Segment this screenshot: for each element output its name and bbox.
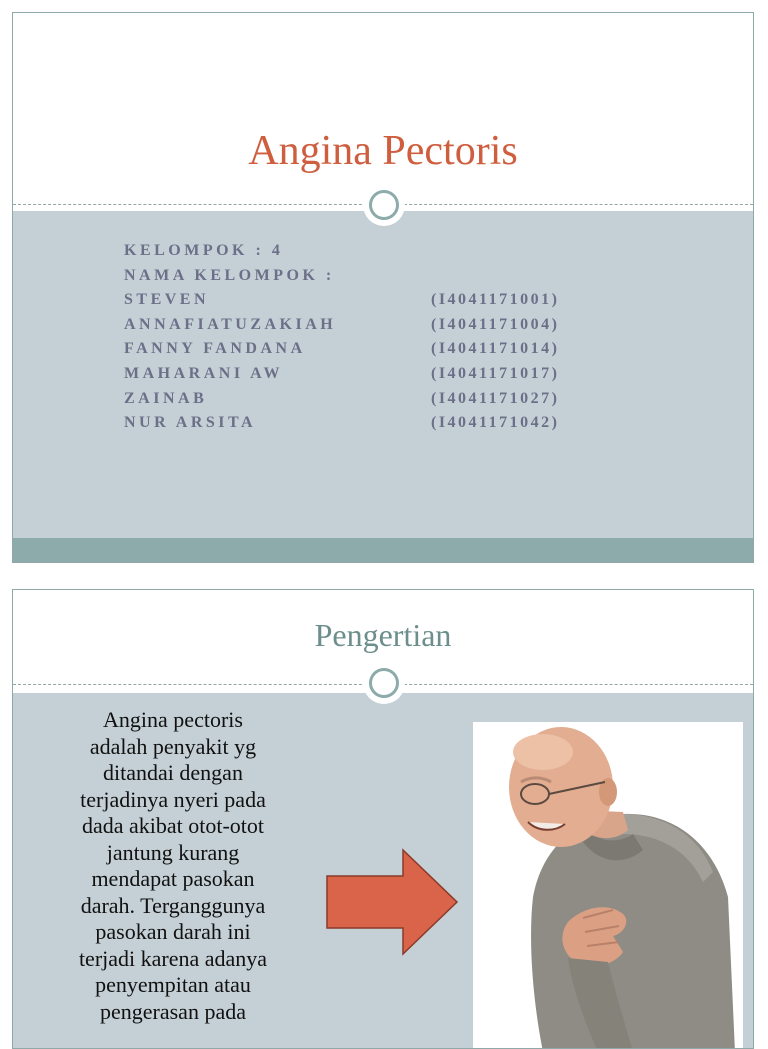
member-name: MAHARANI AW [124, 364, 283, 382]
slide-title [12, 12, 754, 563]
text-line: Angina pectoris [103, 707, 243, 732]
text-line: adalah penyakit yg [89, 733, 257, 759]
member-id: (I4041171001) [431, 291, 560, 309]
text-line: pasokan darah ini [95, 919, 251, 944]
text-line: mendapat pasokan [91, 866, 255, 891]
member-id: (I4041171042) [431, 414, 560, 432]
text-line: jantung kurang [106, 839, 240, 865]
man-figure-icon [473, 722, 743, 1049]
circle-ornament-icon [363, 662, 405, 704]
slide-pengertian [12, 589, 754, 1049]
member-id: (I4041171014) [431, 340, 560, 358]
slide-title-text: Pengertian [314, 617, 452, 653]
member-name: NUR ARSITA [124, 414, 257, 432]
group-label: KELOMPOK : 4 [124, 242, 284, 259]
member-id: (I4041171017) [431, 364, 560, 382]
member-name: ZAINAB [124, 389, 208, 407]
text-line: dada akibat otot-otot [81, 813, 265, 838]
member-name: FANNY FANDANA [124, 340, 306, 358]
man-clutching-chest-photo [473, 722, 743, 1049]
text-line: darah. Terganggunya [80, 892, 266, 918]
member-name: STEVEN [124, 291, 210, 309]
member-name: ANNAFIATUZAKIAH [124, 315, 337, 333]
text-line: penyempitan atau [95, 972, 251, 997]
right-arrow-icon [325, 848, 459, 956]
definition-text [53, 707, 293, 1025]
member-id: (I4041171027) [431, 389, 560, 407]
footer-bar [13, 538, 753, 563]
text-line: terjadi karena adanya [78, 945, 268, 971]
member-id: (I4041171004) [431, 315, 560, 333]
text-line: terjadinya nyeri pada [80, 786, 266, 812]
text-line: ditandai dengan [103, 760, 243, 785]
text-line: pengerasan pada [100, 998, 246, 1024]
slide-title-text: Angina Pectoris [248, 128, 518, 174]
circle-ornament-icon [363, 184, 405, 226]
members-header-label: NAMA KELOMPOK : [124, 266, 335, 284]
